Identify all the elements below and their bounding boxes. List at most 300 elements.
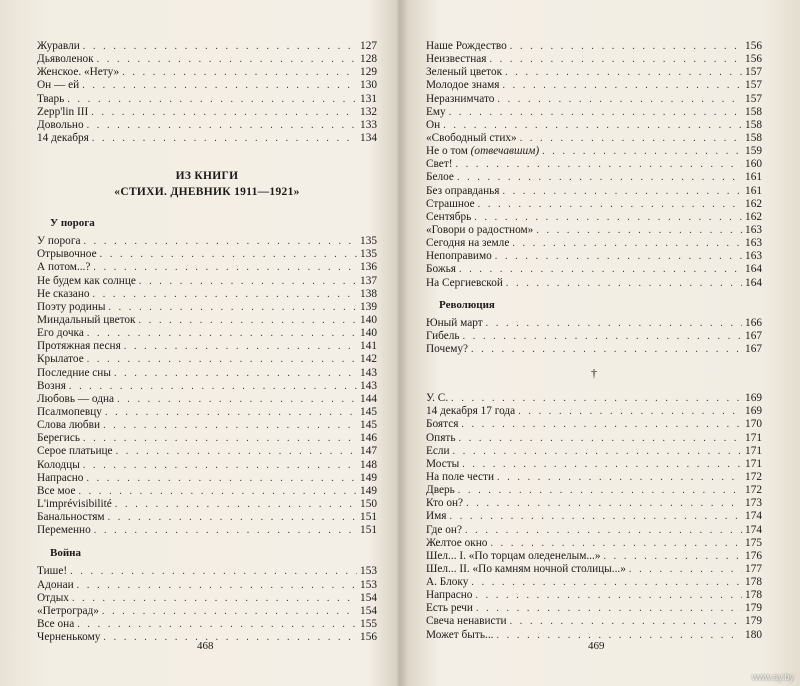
toc-entry-page: 140 — [360, 327, 377, 340]
toc-entry-page: 135 — [360, 248, 377, 261]
toc-entry — [426, 263, 762, 276]
toc-entry — [426, 343, 762, 356]
toc-entry-title: Тише! — [37, 565, 68, 578]
toc-entry-title: Где он? — [426, 523, 462, 536]
dot-leader — [103, 419, 357, 432]
dot-leader — [456, 158, 743, 171]
dot-leader — [83, 432, 357, 445]
toc-entry-title: Банальностям — [37, 511, 105, 524]
dot-leader — [69, 380, 357, 393]
section2-list — [37, 565, 377, 644]
dot-leader — [77, 618, 357, 631]
toc-entry — [37, 40, 377, 53]
toc-entry-page: 177 — [745, 562, 762, 575]
toc-entry — [37, 340, 377, 353]
toc-entry — [37, 432, 377, 445]
toc-entry-title-wrap — [426, 145, 539, 158]
toc-entry — [37, 445, 377, 458]
section-title-voina: Война — [50, 547, 82, 560]
dot-leader — [512, 237, 742, 250]
dagger-divider: † — [591, 366, 597, 381]
dot-leader — [510, 615, 742, 628]
toc-entry — [426, 497, 762, 510]
toc-entry-page: 149 — [360, 484, 377, 497]
toc-entry — [426, 171, 762, 184]
dot-leader — [603, 550, 742, 563]
toc-entry-title: 14 декабря — [37, 131, 89, 144]
toc-entry-title: Кто он? — [426, 497, 464, 510]
dot-leader — [67, 93, 357, 106]
toc-entry — [426, 211, 762, 224]
toc-entry-page: 180 — [745, 628, 762, 641]
toc-entry-page: 166 — [745, 316, 762, 329]
toc-entry — [426, 418, 762, 431]
toc-entry-page: 131 — [360, 92, 377, 105]
dot-leader — [457, 171, 742, 184]
toc-entry-page: 174 — [745, 510, 762, 523]
toc-entry — [37, 485, 377, 498]
toc-entry-title: Черненькому — [37, 631, 101, 644]
toc-entry-page: 163 — [745, 250, 762, 263]
toc-entry-title: Женское. «Нету» — [37, 66, 120, 79]
dot-leader — [471, 576, 742, 589]
toc-entry-title: Он — ей — [37, 79, 80, 92]
toc-entry-page: 137 — [360, 274, 377, 287]
toc-entry-title: Белое — [426, 171, 454, 184]
dot-leader — [462, 458, 742, 471]
toc-entry — [426, 458, 762, 471]
toc-entry-page: 178 — [745, 589, 762, 602]
dot-leader — [139, 314, 358, 327]
toc-entry-page: 129 — [360, 66, 377, 79]
toc-entry-title: Молодое знамя — [426, 79, 500, 92]
toc-entry — [37, 235, 377, 248]
watermark: www.ay.by — [751, 672, 794, 682]
dot-leader — [629, 563, 742, 576]
toc-entry — [426, 484, 762, 497]
toc-entry-title: Шел... I. «По торцам оледенелым...» — [426, 549, 601, 562]
dot-leader — [497, 471, 742, 484]
right-page — [400, 0, 800, 686]
dot-leader — [489, 53, 742, 66]
toc-entry-title: Колодцы — [37, 458, 80, 471]
toc-entry — [426, 40, 762, 53]
dot-leader — [510, 40, 742, 53]
toc-entry-page: 147 — [360, 445, 377, 458]
toc-entry-title: Непоправимо — [426, 250, 492, 263]
toc-entry-page: 139 — [360, 300, 377, 313]
dot-leader — [503, 185, 743, 198]
toc-entry-italic-note: (отвечавшим) — [470, 145, 540, 158]
toc-entry-page: 130 — [360, 79, 377, 92]
dot-leader — [505, 66, 742, 79]
toc-entry-title: Серое платьице — [37, 445, 113, 458]
toc-entry-title: Есть речи — [426, 602, 473, 615]
dot-leader — [471, 343, 742, 356]
dot-leader — [87, 119, 357, 132]
toc-entry-page: 156 — [360, 631, 377, 644]
toc-entry — [426, 537, 762, 550]
toc-entry-title: Без оправданья — [426, 184, 500, 197]
right-toc — [426, 40, 762, 642]
toc-entry-title: Псалмопевцу — [37, 405, 102, 418]
toc-entry-page: 176 — [745, 549, 762, 562]
toc-entry-title: Напрасно — [37, 471, 84, 484]
toc-entry-page: 155 — [360, 617, 377, 630]
toc-entry-title: Тварь — [37, 92, 65, 105]
dot-leader — [465, 524, 742, 537]
toc-entry — [426, 53, 762, 66]
toc-entry — [426, 602, 762, 615]
dot-leader — [518, 405, 742, 418]
page-number-right: 469 — [588, 640, 605, 652]
toc-entry-title: Не о том — [426, 145, 468, 158]
toc-entry-title: Все мое — [37, 484, 76, 497]
toc-entry — [426, 224, 762, 237]
toc-entry-title: «Говори о радостном» — [426, 223, 534, 236]
toc-entry-title: Отдых — [37, 591, 69, 604]
toc-entry — [37, 301, 377, 314]
toc-entry-title: Дверь — [426, 484, 455, 497]
toc-entry — [37, 53, 377, 66]
toc-entry-page: 170 — [745, 418, 762, 431]
toc-entry-page: 148 — [360, 458, 377, 471]
toc-entry-title: Мосты — [426, 457, 460, 470]
toc-entry-title: Сегодня на земле — [426, 237, 510, 250]
dot-leader — [124, 340, 357, 353]
toc-entry-title: Неразнимчато — [426, 92, 495, 105]
toc-entry — [426, 185, 762, 198]
dot-leader — [87, 353, 357, 366]
dot-leader — [496, 629, 742, 642]
toc-entry-page: 161 — [745, 184, 762, 197]
toc-entry-page: 159 — [745, 145, 762, 158]
toc-entry-title: Юный март — [426, 316, 483, 329]
toc-entry-title: А потом...? — [37, 261, 91, 274]
dot-leader — [474, 211, 742, 224]
toc-entry — [37, 132, 377, 145]
toc-entry-title: Все она — [37, 617, 75, 630]
toc-entry — [37, 380, 377, 393]
toc-entry — [426, 119, 762, 132]
toc-entry-page: 136 — [360, 261, 377, 274]
dot-leader — [536, 224, 742, 237]
toc-entry-title: Боятся — [426, 418, 459, 431]
dot-leader — [93, 261, 357, 274]
toc-entry — [426, 432, 762, 445]
toc-entry — [37, 119, 377, 132]
toc-entry-page: 161 — [745, 171, 762, 184]
dot-leader — [502, 79, 742, 92]
toc-entry-title: Сентябрь — [426, 210, 472, 223]
toc-entry-page: 146 — [360, 432, 377, 445]
toc-entry-page: 135 — [360, 235, 377, 248]
toc-entry — [37, 275, 377, 288]
dot-leader — [87, 327, 357, 340]
toc-entry-title: На Сергиевской — [426, 276, 503, 289]
toc-entry — [426, 550, 762, 563]
dot-leader — [91, 106, 357, 119]
toc-entry-title: Опять — [426, 431, 456, 444]
toc-entry-page: 141 — [360, 340, 377, 353]
toc-entry-page: 160 — [745, 158, 762, 171]
toc-entry-page: 153 — [360, 565, 377, 578]
toc-entry-title: Протяжная песня — [37, 340, 121, 353]
toc-entry-page: 167 — [745, 329, 762, 342]
toc-entry-title: Неизвестная — [426, 53, 487, 66]
toc-entry-title: Адонаи — [37, 578, 74, 591]
dot-leader — [459, 432, 743, 445]
toc-entry-title: Крылатое — [37, 353, 84, 366]
toc-entry-page: 154 — [360, 604, 377, 617]
section-title-revolution: Революция — [439, 298, 495, 311]
toc-entry — [37, 605, 377, 618]
right-top-list — [426, 40, 762, 290]
toc-entry — [426, 145, 762, 158]
toc-entry-title: Его дочка — [37, 327, 84, 340]
toc-entry — [37, 353, 377, 366]
toc-entry-title: Дьяволенок — [37, 53, 94, 66]
dot-leader — [476, 602, 742, 615]
toc-entry-page: 144 — [360, 392, 377, 405]
dot-leader — [463, 330, 742, 343]
dot-leader — [93, 288, 358, 301]
toc-entry — [426, 237, 762, 250]
toc-entry — [426, 277, 762, 290]
toc-entry-page: 153 — [360, 578, 377, 591]
toc-entry-title: У. С. — [426, 392, 449, 405]
toc-entry-title: У порога — [37, 235, 81, 248]
toc-entry — [37, 106, 377, 119]
toc-entry-page: 128 — [360, 53, 377, 66]
toc-entry-page: 158 — [745, 118, 762, 131]
toc-entry-title: 14 декабря 17 года — [426, 405, 516, 418]
dot-leader — [92, 132, 357, 145]
dot-leader — [114, 367, 357, 380]
toc-entry-title: Любовь — одна — [37, 392, 115, 405]
dot-leader — [139, 275, 357, 288]
toc-entry-page: 179 — [745, 602, 762, 615]
toc-entry-page: 171 — [745, 444, 762, 457]
dot-leader — [478, 198, 742, 211]
toc-entry — [426, 471, 762, 484]
toc-entry-title: Наше Рождество — [426, 40, 507, 52]
toc-entry-title: Последние сны — [37, 366, 111, 379]
toc-entry-title: Возня — [37, 379, 66, 392]
toc-entry-page: 162 — [745, 197, 762, 210]
toc-entry-title: Берегись — [37, 432, 81, 445]
toc-entry — [426, 405, 762, 418]
toc-entry-page: 151 — [360, 524, 377, 537]
toc-entry-page: 171 — [745, 431, 762, 444]
dot-leader — [70, 565, 357, 578]
dot-leader — [103, 631, 357, 644]
toc-entry-title: А. Блоку — [426, 576, 469, 589]
dot-leader — [102, 605, 357, 618]
toc-entry-page: 158 — [745, 131, 762, 144]
toc-entry-title: Может быть... — [426, 628, 494, 641]
dot-leader — [100, 248, 357, 261]
toc-entry — [37, 367, 377, 380]
toc-entry-page: 163 — [745, 223, 762, 236]
toc-entry-page: 158 — [745, 105, 762, 118]
dot-leader — [449, 106, 742, 119]
toc-entry-title: Переменно — [37, 524, 91, 537]
toc-entry — [37, 406, 377, 419]
toc-entry — [37, 511, 377, 524]
toc-entry-page: 178 — [745, 576, 762, 589]
toc-entry — [426, 198, 762, 211]
toc-entry-page: 169 — [745, 405, 762, 418]
toc-entry-title: «Свободный стих» — [426, 131, 517, 144]
toc-entry-title: Zepp'lin III — [37, 105, 89, 118]
toc-entry — [37, 79, 377, 92]
toc-entry — [37, 314, 377, 327]
dot-leader — [443, 119, 742, 132]
toc-entry-page: 157 — [745, 66, 762, 79]
toc-entry-title: Страшное — [426, 197, 475, 210]
toc-entry — [426, 576, 762, 589]
toc-entry — [37, 327, 377, 340]
dot-leader — [78, 485, 357, 498]
dot-leader — [108, 301, 357, 314]
dot-leader — [542, 145, 742, 158]
toc-entry — [37, 524, 377, 537]
toc-entry-page: 154 — [360, 591, 377, 604]
dot-leader — [122, 66, 357, 79]
toc-entry-page: 171 — [745, 457, 762, 470]
dot-leader — [97, 53, 357, 66]
dot-leader — [116, 445, 357, 458]
toc-entry-page: 172 — [745, 470, 762, 483]
toc-entry — [426, 589, 762, 602]
toc-entry-page: 164 — [745, 263, 762, 276]
section-title-u-poroga: У порога — [50, 217, 95, 230]
toc-entry-title: Имя — [426, 510, 447, 523]
toc-entry-page: 145 — [360, 419, 377, 432]
toc-entry-title: Желтое окно — [426, 536, 488, 549]
toc-entry-page: 175 — [745, 536, 762, 549]
toc-entry — [426, 132, 762, 145]
toc-entry — [37, 419, 377, 432]
toc-entry — [37, 472, 377, 485]
toc-entry-title: На поле чести — [426, 470, 494, 483]
toc-entry — [37, 93, 377, 106]
toc-entry-page: 169 — [745, 392, 762, 405]
dot-leader — [82, 79, 357, 92]
toc-entry — [37, 592, 377, 605]
dot-leader — [86, 472, 357, 485]
toc-entry-page: 173 — [745, 497, 762, 510]
toc-entry — [37, 248, 377, 261]
toc-entry-page: 151 — [360, 511, 377, 524]
dot-leader — [83, 235, 357, 248]
toc-entry-title: Довольно — [37, 118, 84, 131]
book-subheading: «СТИХИ. ДНЕВНИК 1911—1921» — [114, 186, 300, 199]
toc-entry-title: Он — [426, 118, 441, 131]
toc-entry-page: 143 — [360, 379, 377, 392]
toc-entry-page: 164 — [745, 276, 762, 289]
toc-entry-title: Ему — [426, 105, 446, 118]
dot-leader — [459, 263, 742, 276]
dot-leader — [486, 317, 742, 330]
dot-leader — [115, 498, 357, 511]
toc-entry-page: 149 — [360, 471, 377, 484]
toc-entry — [37, 459, 377, 472]
toc-entry-page: 156 — [745, 40, 762, 52]
toc-entry — [426, 615, 762, 628]
toc-entry — [37, 618, 377, 631]
dot-leader — [108, 511, 357, 524]
toc-entry — [426, 66, 762, 79]
left-toc — [37, 40, 377, 644]
toc-entry — [37, 66, 377, 79]
toc-entry-page: 150 — [360, 497, 377, 510]
toc-entry — [426, 563, 762, 576]
toc-entry — [37, 288, 377, 301]
toc-entry-page: 138 — [360, 287, 377, 300]
toc-entry — [426, 510, 762, 523]
toc-entry — [37, 393, 377, 406]
revolution-list — [426, 317, 762, 356]
toc-entry-page: 162 — [745, 210, 762, 223]
toc-entry-title: Если — [426, 444, 450, 457]
dot-leader — [83, 459, 357, 472]
toc-entry-title: Слова любви — [37, 419, 101, 432]
dot-leader — [72, 592, 357, 605]
dot-leader — [105, 406, 357, 419]
toc-entry-title: «Петроград» — [37, 604, 99, 617]
toc-entry-page: 179 — [745, 615, 762, 628]
toc-entry — [426, 250, 762, 263]
book-heading: ИЗ КНИГИ — [175, 170, 239, 183]
page-number-left: 468 — [197, 640, 214, 652]
toc-entry-page: 157 — [745, 79, 762, 92]
toc-entry-title: Свеча ненависти — [426, 615, 507, 628]
toc-entry-page: 132 — [360, 105, 377, 118]
dot-leader — [506, 277, 742, 290]
toc-entry-page: 142 — [360, 353, 377, 366]
toc-entry-page: 157 — [745, 92, 762, 105]
toc-entry-title: Напрасно — [426, 589, 473, 602]
toc-entry — [426, 317, 762, 330]
toc-entry-page: 167 — [745, 342, 762, 355]
toc-entry — [37, 579, 377, 592]
dot-leader — [490, 537, 742, 550]
dot-leader — [458, 484, 742, 497]
toc-entry — [426, 524, 762, 537]
toc-entry-title: Поэту родины — [37, 300, 106, 313]
toc-entry-title: Зеленый цветок — [426, 66, 503, 79]
dot-leader — [466, 497, 742, 510]
toc-entry-title: Божья — [426, 263, 457, 276]
toc-entry-title: Свет! — [426, 158, 453, 171]
toc-entry-title: Журавли — [37, 40, 80, 52]
dot-leader — [77, 579, 357, 592]
dot-leader — [451, 392, 742, 405]
toc-entry — [426, 445, 762, 458]
toc-entry-page: 172 — [745, 484, 762, 497]
toc-entry-page: 174 — [745, 523, 762, 536]
toc-entry-title: Не сказано — [37, 287, 90, 300]
toc-entry — [37, 261, 377, 274]
toc-entry — [426, 93, 762, 106]
toc-entry — [37, 565, 377, 578]
toc-entry-page: 133 — [360, 118, 377, 131]
toc-entry-title: Отрывочное — [37, 248, 97, 261]
toc-entry-page: 145 — [360, 405, 377, 418]
toc-entry-title: Почему? — [426, 342, 469, 355]
